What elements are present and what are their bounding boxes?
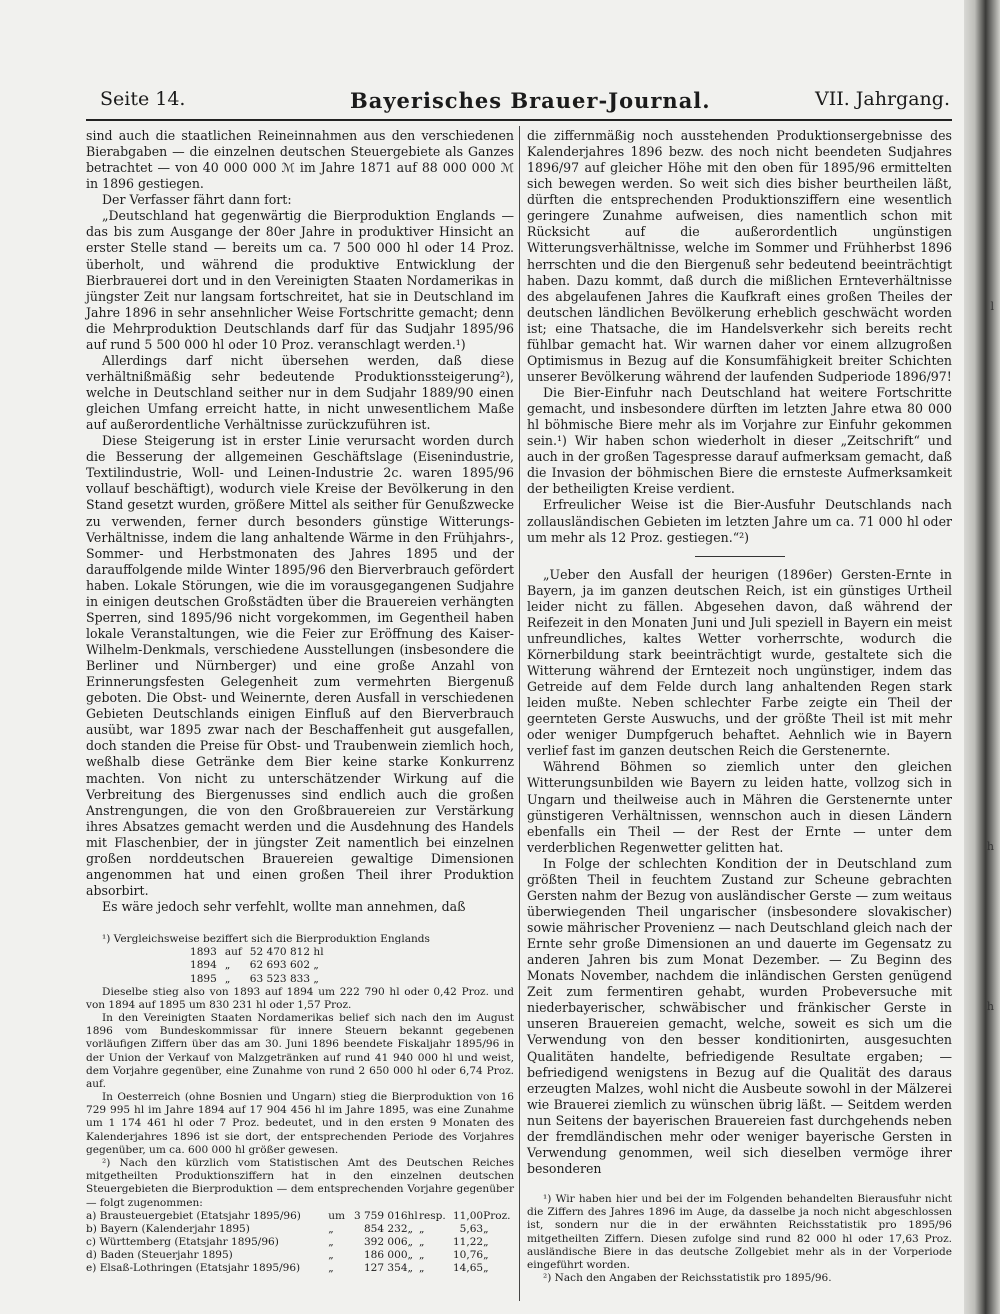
table-row: d) Baden (Steuerjahr 1895) „ 186 000 „ „ 10,76 „ bbox=[86, 1249, 489, 1262]
paragraph: Der Verfasser fährt dann fort: bbox=[102, 192, 292, 208]
paragraph: „Deutschland hat gegenwärtig die Bierproduktion Englands — das bis zum Ausgange der 80er Jahre in produktiver Hinsicht an erster Stelle stand — bereits um ca. 7 500 000 hl oder 14 Proz. überholt, und während die produktive Entwicklung der Bierbrauerei dort und in den Vereinigten Staaten Nordamerikas in jüngster Zeit nur langsam fortschreitet, hat sie in Deutschland im Jahre 1896 in sehr ansehnlicher Weise Fortschritte gemacht; denn die Mehrproduktion Deutschlands darf für das Sudjahr 1895/96 auf rund 5 500 000 hl oder 10 Proz. veranschlagt werden.¹) bbox=[86, 208, 514, 352]
table-row: 1895 „ 63 523 833 „ bbox=[190, 972, 319, 985]
footnote: ²) Nach den Angaben der Reichsstatistik pro 1895/96. bbox=[543, 1272, 832, 1285]
table-row: 1893 auf 52 470 812 hl bbox=[190, 946, 324, 959]
england-production-table bbox=[186, 946, 328, 986]
paragraph: Die Bier-Einfuhr nach Deutschland hat weitere Fortschritte gemacht, und insbesondere dürften im letzten Jahre etwa 80 000 hl böhmische Biere mehr als im Vorjahre zur Einfuhr gekommen sein.¹) Wir haben schon wiederholt in dieser „Zeitschrift“ und auch in der großen Tagespresse darauf aufmerksam gemacht, daß die Invasion der böhmischen Biere die ernsteste Aufmerksamkeit der betheiligten Kreise verdient. bbox=[527, 385, 952, 497]
edge-mark: h bbox=[986, 840, 994, 853]
paragraph: Diese Steigerung ist in erster Linie verursacht worden durch die Besserung der allgemeinen Geschäftslage (Eisenindustrie, Textilindustrie, Woll- und Leinen-Industrie 2c. waren 1895/96 vollauf beschäftigt), wodurch viele Kreise der Bevölkerung in den Stand gesetzt wurden, größere Mittel als seither für Genußzwecke zu verwenden, ferner durch besonders günstige Witterungs-Verhältnisse, indem die lang anhaltende Wärme in den Frühjahrs-, Sommer- und Herbstmonaten des Jahres 1895 und der darauffolgende milde Winter 1895/96 den Bierverbrauch gefördert haben. Lokale Störungen, wie die im vorausgegangenen Sudjahre in einigen deutschen Großstädten über die Brauereien verhängten Sperren, sind 1895/96 nicht vorgekommen, im Gegentheil haben lokale Veranstaltungen, wie die Feier zur Eröffnung des Kaiser-Wilhelm-Denkmals, verschiedene Ausstellungen (insbesondere die Berliner und Nürnberger) und eine große Anzahl von Erinnerungsfesten Gelegenheit zum vermehrten Biergenuß geboten. Die Obst- und Weinernte, deren Ausfall in verschiedenen Gebieten Deutschlands einigen Einfluß auf den Bierverbrauch ausübt, war 1895 zwar nach der Beschaffenheit gut ausgefallen, doch standen die Preise für Obst- und Traubenwein ziemlich hoch, weßhalb diese Getränke dem Bier keine starke Konkurrenz machten. Von nicht zu unterschätzender Wirkung auf die Verbreitung des Biergenusses sind endlich auch die großen Anstrengungen, die von den Großbrauereien zur Verstärkung ihres Absatzes gemacht werden und die Ausdehnung des Handels mit Flaschenbier, der in jüngster Zeit namentlich bei einzelnen großen norddeutschen Brauereien gewaltige Dimensionen angenommen hat und einen großen Theil ihrer Produktion absorbirt. bbox=[86, 433, 514, 898]
paragraph: Während Böhmen so ziemlich unter den gleichen Witterungsunbilden wie Bayern zu leiden hatte, vollzog sich in Ungarn und theilweise auch in Mähren die Gerstenernte unter günstigeren Verhältnissen, wennschon auch in diesen Ländern ebenfalls ein Theil — der Rest der Ernte — unter dem verderblichen Regenwetter gelitten hat. bbox=[527, 759, 952, 855]
paragraph: Erfreulicher Weise ist die Bier-Ausfuhr Deutschlands nach zollausländischen Gebieten im letzten Jahre um ca. 71 000 hl oder um mehr als 12 Proz. gestiegen.“²) bbox=[527, 497, 952, 545]
table-row: b) Bayern (Kalenderjahr 1895) „ 854 232 „ „ 5,63 „ bbox=[86, 1222, 489, 1235]
edge-mark: h bbox=[986, 1000, 994, 1013]
regions-table bbox=[86, 1210, 514, 1276]
column-divider bbox=[519, 126, 520, 1301]
table-row: 1894 „ 62 693 602 „ bbox=[190, 959, 319, 972]
table-row: a) Brausteuergebiet (Etatsjahr 1895/96) um 3 759 016 hl resp. 11,00 Proz. bbox=[86, 1209, 511, 1222]
table-row: e) Elsaß-Lothringen (Etatsjahr 1895/96) „ 127 354 „ „ 14,65 „ bbox=[86, 1262, 489, 1275]
page-header bbox=[100, 88, 950, 114]
footnotes-left bbox=[86, 933, 514, 1275]
paragraph: sind auch die staatlichen Reineinnahmen aus den verschiedenen Bierabgaben — die einzelnen deutschen Steuergebiete als Ganzes betrachtet — von 40 000 000 ℳ im Jahre 1871 auf 88 000 000 ℳ in 1896 gestiegen. bbox=[86, 128, 514, 192]
paragraph: Es wäre jedoch sehr verfehlt, wollte man annehmen, daß bbox=[102, 899, 466, 914]
paragraph: „Ueber den Ausfall der heurigen (1896er) Gersten-Ernte in Bayern, ja im ganzen deutschen Reich, ist ein günstiges Urtheil leider nicht zu fällen. Abgesehen davon, daß während der Reifezeit in den Monaten Juni und Juli speziell in Bayern ein meist unfreundliches, kaltes Wetter vorherrschte, wodurch die Körnerbildung stark beeinträchtigt wurde, gestaltete sich die Witterung während der Erntezeit noch ungünstiger, indem das Getreide auf dem Felde durch lang anhaltenden Regen stark leiden mußte. Neben schlechter Farbe zeigte ein Theil der geernteten Gerste Auswuchs, und der größte Theil ist mit mehr oder weniger Dumpfgeruch behaftet. Aehnlich wie in Bayern verlief fast im ganzen deutschen Reich die Gerstenernte. bbox=[527, 566, 952, 759]
volume-label: VII. Jahrgang. bbox=[814, 88, 950, 110]
journal-title: Bayerisches Brauer-Journal. bbox=[350, 88, 711, 113]
adjacent-page-edge bbox=[964, 0, 1000, 1314]
paragraph: die ziffernmäßig noch ausstehenden Produktionsergebnisse des Kalenderjahres 1896 bezw. des noch nicht beendeten Sudjahres 1896/97 auf gleicher Höhe mit den oben für 1895/96 ermittelten sich bewegen werden. So weit sich dies bisher beurtheilen läßt, dürften die entsprechenden Produktionsziffern eine wesentlich geringere Zunahme aufweisen, dies namentlich schon mit Rücksicht auf die außerordentlich ungünstigen Witterungsverhältnisse, welche im Sommer und Frühherbst 1896 herrschten und die den Biergenuß sehr bedeutend beeinträchtigt haben. Dazu kommt, daß durch die mißlichen Ernteverhältnisse des abgelaufenen Jahres die Kaufkraft eines großen Theiles der deutschen ländlichen Bevölkerung erheblich geschwächt worden ist; eine Thatsache, die im Handelsverkehr sich bereits recht fühlbar gemacht hat. Wir warnen daher vor einem allzugroßen Optimismus in Bezug auf die Konsumfähigkeit breiter Schichten unserer Bevölkerung während der laufenden Sudperiode 1896/97! bbox=[527, 128, 952, 384]
right-column bbox=[527, 128, 952, 1285]
footnote-2-intro: ²) Nach den kürzlich vom Statistischen Amt des Deutschen Reiches mitgetheilten Produktionsziffern hat in den einzelnen deutschen Steuergebieten die Bierproduktion — dem entsprechenden Vorjahre gegenüber — folgt zugenommen: bbox=[86, 1156, 514, 1209]
table-row: c) Württemberg (Etatsjahr 1895/96) „ 392 006 „ „ 11,22 „ bbox=[86, 1236, 489, 1249]
page-number: Seite 14. bbox=[100, 88, 186, 110]
edge-mark: l bbox=[990, 300, 994, 313]
footnote-paragraph: Dieselbe stieg also von 1893 auf 1894 um 222 790 hl oder 0,42 Proz. und von 1894 auf 1895 um 830 231 hl oder 1,57 Proz. bbox=[86, 985, 514, 1011]
footnote-paragraph: In den Vereinigten Staaten Nordamerikas belief sich nach den im August 1896 vom Bundeskommissar für innere Steuern bekannt gegebenen vorläufigen Ziffern über das am 30. Juni 1896 beendete Fiskaljahr 1895/96 in der Union der Verkauf von Malzgetränken auf rund 41 940 000 hl und weist, dem Vorjahre gegenüber, eine Zunahme von rund 2 650 000 hl oder 6,74 Proz. auf. bbox=[86, 1012, 514, 1090]
footnotes-right bbox=[527, 1193, 952, 1285]
paragraph: In Folge der schlechten Kondition der in Deutschland zum größten Theil in feuchtem Zustand zur Scheune gebrachten Gersten nahm der Bezug von ausländischer Gerste — zum weitaus überwiegenden Theil ungarischer (insbesondere slovakischer) sowie mährischer Provenienz — nach Deutschland gleich nach der Ernte sehr große Dimensionen an und dauerte im Gegensatz zu anderen Jahren bis zum Monat Dezember. — Zu Beginn des Monats November, nachdem die inländischen Gersten genügend Zeit zum fermentiren gehabt, wurden Probeversuche mit niederbayerischer, schwäbischer und fränkischer Gerste in unseren Brauereien gemacht, welche, soweit es sich um die Verwendung von den besser konditionirten, ausgesuchten Qualitäten handelte, befriedigende Resultate ergaben; — befriedigend wenigstens in Bezug auf die Qualität des daraus erzeugten Malzes, wohl nicht die Ausbeute sowohl in der Mälzerei wie Brauerei ziemlich zu wünschen übrig läßt. — Seitdem werden nun Seitens der bayerischen Brauereien fast durchgehends neben der fremdländischen mehr oder weniger bayerische Gersten in Verwendung genommen, weil sich dieselben vermöge ihrer besonderen bbox=[527, 855, 952, 1176]
left-column bbox=[86, 128, 514, 1276]
footnote-1-intro: ¹) Vergleichsweise beziffert sich die Bierproduktion Englands bbox=[102, 933, 430, 946]
section-rule bbox=[695, 556, 785, 557]
header-rule bbox=[86, 119, 952, 121]
footnote: ¹) Wir haben hier und bei der im Folgenden behandelten Bierausfuhr nicht die Ziffern des Jahres 1896 im Auge, da dasselbe ja noch nicht abgeschlossen ist, sondern nur die in der erwähnten Reichsstatistik pro 1895/96 mitgetheilten Ziffern. Diesen zufolge sind rund 82 000 hl oder 17,63 Proz. ausländische Biere in das deutsche Zollgebiet mehr als in der Vorperiode eingeführt worden. bbox=[527, 1193, 952, 1271]
footnote-paragraph: In Oesterreich (ohne Bosnien und Ungarn) stieg die Bierproduktion von 16 729 995 hl im Jahre 1894 auf 17 904 456 hl im Jahre 1895, was eine Zunahme um 1 174 461 hl oder 7 Proz. bedeutet, und in den ersten 9 Monaten des Kalenderjahres 1896 ist sie dort, der entsprechenden Periode des Vorjahres gegenüber, um ca. 600 000 hl größer gewesen. bbox=[86, 1091, 514, 1156]
paragraph: Allerdings darf nicht übersehen werden, daß diese verhältnißmäßig sehr bedeutende Produktionssteigerung²), welche in Deutschland seither nur in dem Sudjahr 1889/90 einen gleichen Umfang erreicht hatte, in nicht unwesentlichem Maße auf außerordentliche Verhältnisse zurückzuführen ist. bbox=[86, 352, 514, 433]
